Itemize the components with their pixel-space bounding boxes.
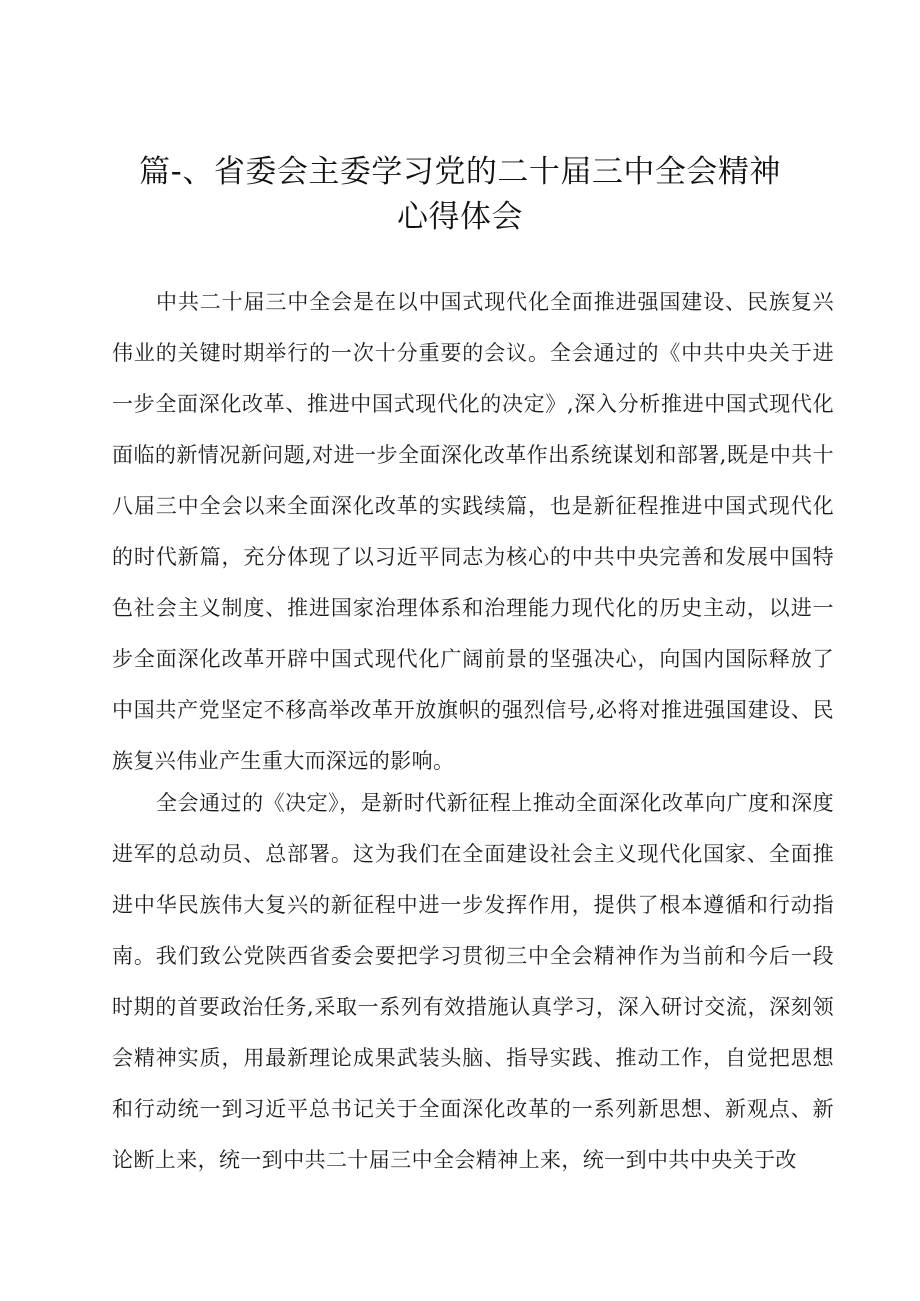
- document-title-line-2: 心得体会: [397, 199, 523, 235]
- body-paragraph-2: 全会通过的《决定》，是新时代新征程上推动全面深化改革向广度和深度进军的总动员、总部署。这为我们在全面建设社会主义现代化国家、全面推进中华民族伟大复兴的新征程中进一步发挥作用，提供了根本遵循和行动指南。我们致公党陕西省委会要把学习贯彻三中全会精神作为当前和今后一段时期的首要政治任务,采取一系列有效措施认真学习，深入研讨交流，深刻领会精神实质，用最新理论成果武装头脑、指导实践、推动工作，自觉把思想和行动统一到习近平总书记关于全面深化改革的一系列新思想、新观点、新论断上来，统一到中共二十届三中全会精神上来，统一到中共中央关于改: [112, 791, 834, 1172]
- body-paragraph-1: 中共二十届三中全会是在以中国式现代化全面推进强国建设、民族复兴伟业的关键时期举行的一次十分重要的会议。全会通过的《中共中央关于进一步全面深化改革、推进中国式现代化的决定》,深入分析推进中国式现代化面临的新情况新问题,对进一步全面深化改革作出系统谋划和部署,既是中共十八届三中全会以来全面深化改革的实践续篇，也是新征程推进中国式现代化的时代新篇，充分体现了以习近平同志为核心的中共中央完善和发展中国特色社会主义制度、推进国家治理体系和治理能力现代化的历史主动，以进一步全面深化改革开辟中国式现代化广阔前景的坚强决心，向国内国际释放了中国共产党坚定不移高举改革开放旗帜的强烈信号,必将对推进强国建设、民族复兴伟业产生重大而深远的影响。: [112, 290, 834, 773]
- document-title-line-1: 篇-、省委会主委学习党的二十届三中全会精神: [139, 154, 781, 190]
